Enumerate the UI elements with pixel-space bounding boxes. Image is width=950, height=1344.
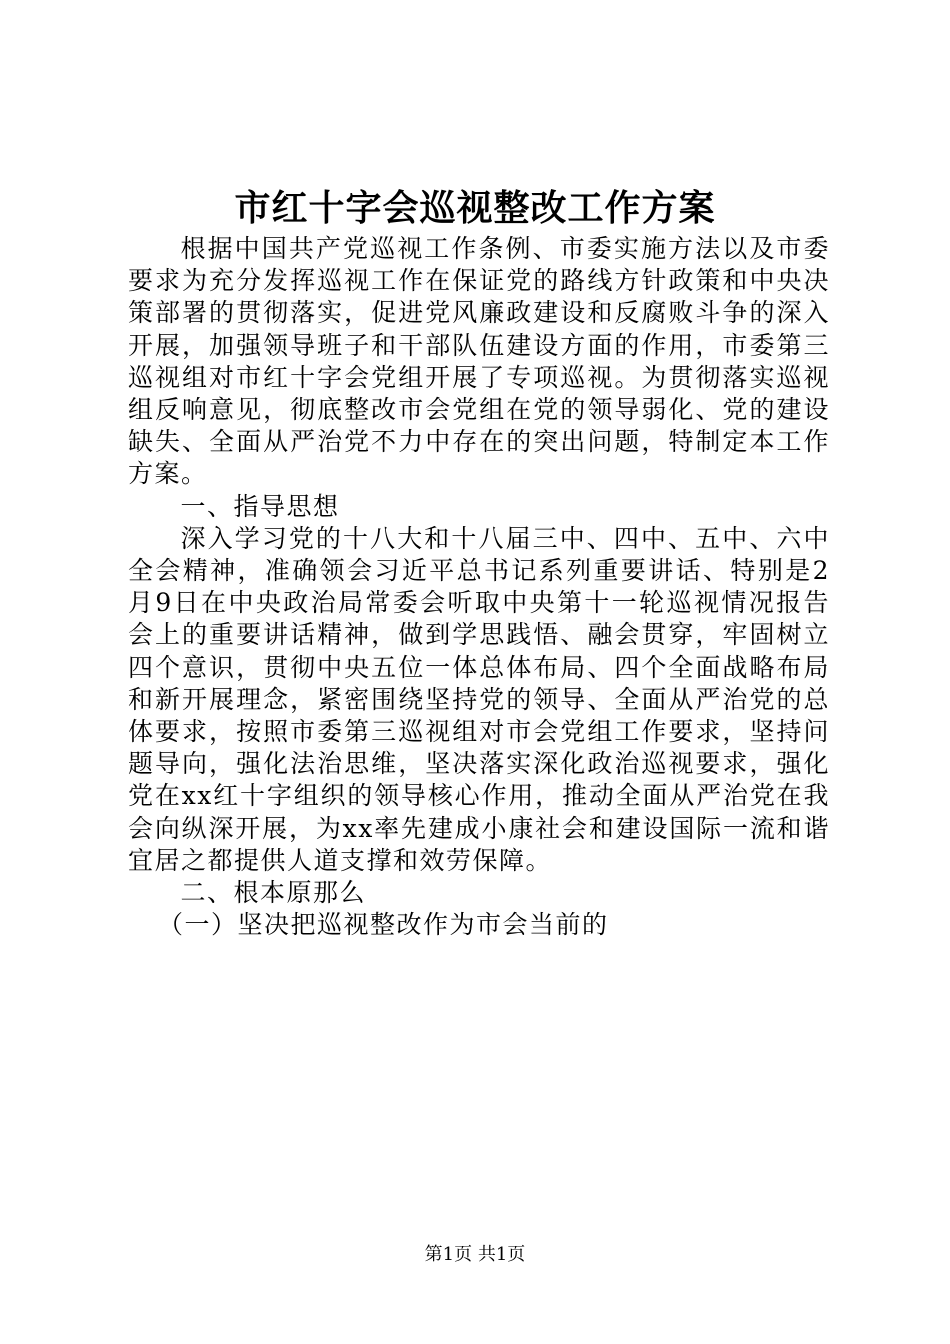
page-footer: 第1页 共1页 [424, 1244, 526, 1265]
principle-item-1: （一）坚决把巡视整改作为市会当前的 [158, 910, 609, 940]
section-heading-guiding-thought: 一、指导思想 [180, 491, 340, 521]
guiding-thought-paragraph: 深入学习党的十八大和十八届三中、四中、五中、六中全会精神，准确领会习近平总书记系列重要讲话、特别是2月9日在中央政治局常委会听取中央第十一轮巡视情况报告会上的重要讲话精神，做到学思践悟、融会贯穿，牢固树立四个意识，贯彻中央五位一体总体布局、四个全面战略布局和新开展理念，紧密围绕坚持党的领导、全面从严治党的总体要求，按照市委第三巡视组对市会党组工作要求，坚持问题导向，强化法治思维，坚决落实深化政治巡视要求，强化党在xx红十字组织的领导核心作用，推动全面从严治党在我会向纵深开展，为xx率先建成小康社会和建设国际一流和谐宜居之都提供人道支撑和效劳保障。 [128, 523, 830, 875]
intro-paragraph: 根据中国共产党巡视工作条例、市委实施方法以及市委要求为充分发挥巡视工作在保证党的路线方针政策和中央决策部署的贯彻落实，促进党风廉政建设和反腐败斗争的深入开展，加强领导班子和干部队伍建设方面的作用，市委第三巡视组对市红十字会党组开展了专项巡视。为贯彻落实巡视组反响意见，彻底整改市会党组在党的领导弱化、党的建设缺失、全面从严治党不力中存在的突出问题，特制定本工作方案。 [128, 234, 830, 489]
document-body [128, 233, 830, 941]
document-title: 市红十字会巡视整改工作方案 [234, 187, 716, 229]
section-heading-basic-principles: 二、根本原那么 [180, 878, 367, 908]
